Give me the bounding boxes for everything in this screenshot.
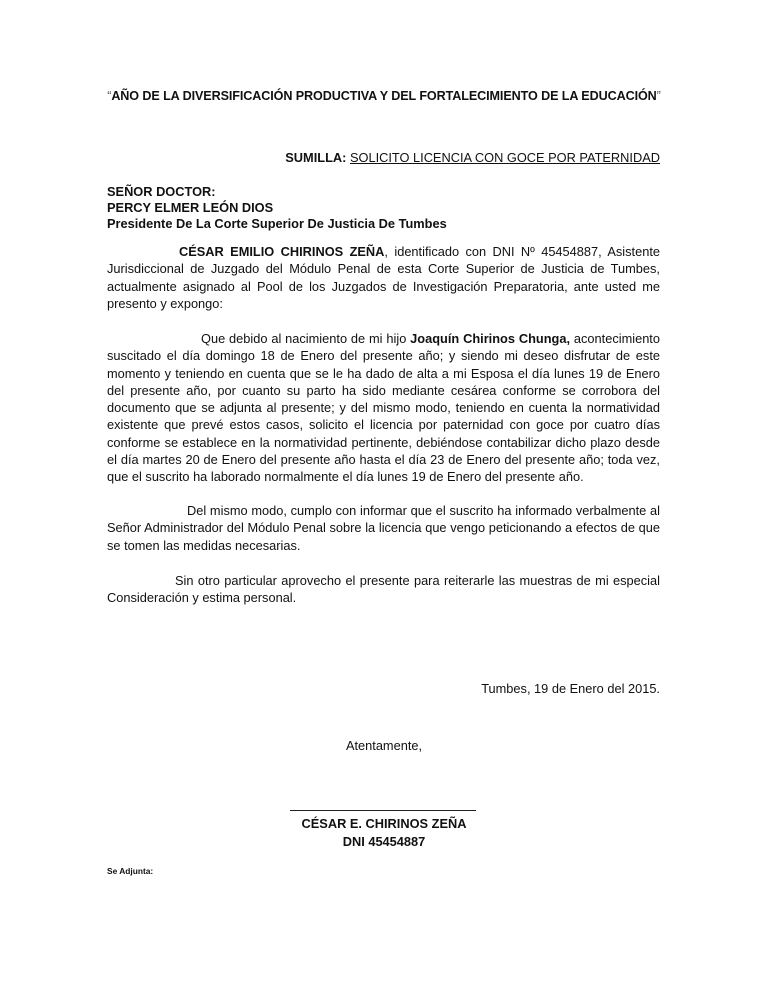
addressee-position: Presidente De La Corte Superior De Justicia De Tumbes <box>107 216 447 231</box>
signature-block <box>0 815 768 851</box>
petitioner-name: CÉSAR EMILIO CHIRINOS ZEÑA <box>179 244 385 259</box>
attachment-label: Se Adjunta: <box>107 866 154 876</box>
paragraph-introduction <box>107 243 660 312</box>
signer-name: CÉSAR E. CHIRINOS ZEÑA <box>301 816 467 831</box>
place-date: Tumbes, 19 de Enero del 2015. <box>481 681 660 696</box>
year-motto <box>0 89 768 103</box>
paragraph-closing-text: Sin otro particular aprovecho el presente para reiterarle las muestras de mi especial Consideración y estima personal. <box>107 573 660 606</box>
addressee-salutation: SEÑOR DOCTOR: <box>107 184 216 199</box>
paragraph-request-intro: Que debido al nacimiento de mi hijo <box>201 331 411 346</box>
sumilla <box>285 150 660 165</box>
paragraph-introduction-text: , identificado con DNI Nº 45454887, Asistente Jurisdiccional de Juzgado del Módulo Penal de esta Corte Superior de Justicia de Tumbes, actualmente asignado al Pool de los Juzgados de Investigación Preparatoria, ante usted me presento y expongo: <box>107 244 660 311</box>
signature-line <box>290 810 476 811</box>
sumilla-label: SUMILLA: <box>285 150 347 165</box>
paragraph-closing <box>107 572 660 607</box>
child-name: Joaquín Chirinos Chunga, <box>410 331 571 346</box>
addressee-block <box>107 184 447 232</box>
motto-close-quote: ” <box>656 89 661 103</box>
paragraph-request <box>107 330 660 486</box>
paragraph-notification <box>107 502 660 554</box>
paragraph-request-text: acontecimiento suscitado el día domingo 18 de Enero del presente año; y siendo mi deseo disfrutar de este momento y teniendo en cuenta que se le ha dado de alta a mi Esposa el día lunes 19 de Enero del presente año, por cuanto su parto ha sido mediante cesárea conforme se corrobora del documento que se adjunta al presente; y del mismo modo, teniendo en cuenta la normatividad existente que prevé estos casos, solicito el licencia por paternidad con goce por cuatro días conforme se establece en la normatividad pertinente, debiéndose contabilizar dicho plazo desde el día martes 20 de Enero del presente año hasta el día 23 de Enero del presente año; toda vez, que el suscrito ha laborado normalmente el día lunes 19 de Enero del presente año. <box>107 331 660 485</box>
sumilla-text: SOLICITO LICENCIA CON GOCE POR PATERNIDAD <box>349 150 660 165</box>
closing-phrase: Atentamente, <box>345 738 423 753</box>
motto-open-quote: “ <box>107 89 112 103</box>
paragraph-notification-text: Del mismo modo, cumplo con informar que el suscrito ha informado verbalmente al Señor Administrador del Módulo Penal sobre la licencia que vengo peticionando a efectos de que se tomen las medidas necesarias. <box>107 503 660 553</box>
addressee-name: PERCY ELMER LEÓN DIOS <box>107 200 274 215</box>
signer-dni: DNI 45454887 <box>342 834 426 849</box>
motto-text: AÑO DE LA DIVERSIFICACIÓN PRODUCTIVA Y DEL FORTALECIMIENTO DE LA EDUCACIÓN <box>111 89 657 103</box>
